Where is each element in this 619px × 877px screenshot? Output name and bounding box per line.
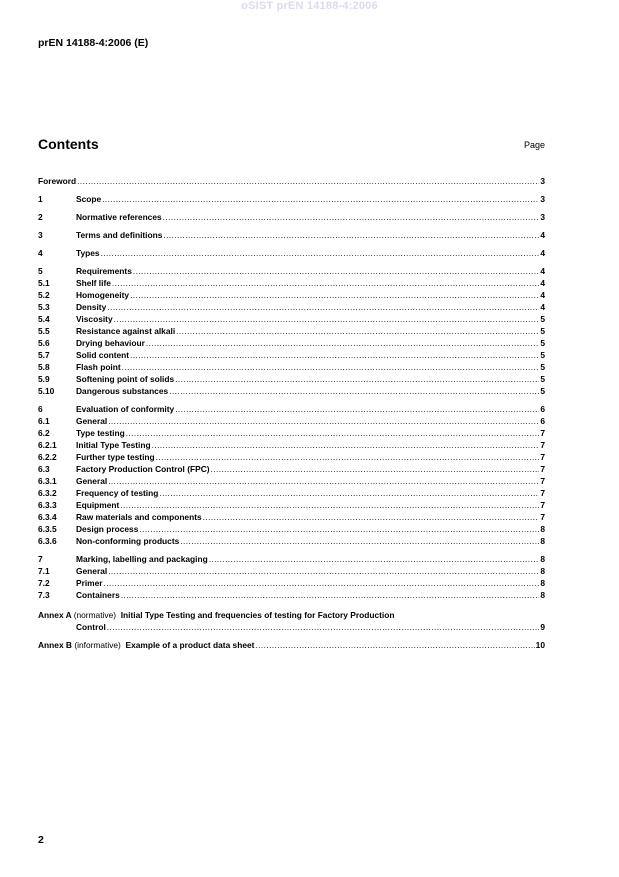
toc-entry-number: 6.3.6: [38, 536, 57, 546]
dot-leader: [121, 589, 540, 601]
annex-b-page: 10: [535, 640, 545, 650]
toc-entry-number: 5.5: [38, 326, 50, 336]
dot-leader: [146, 337, 539, 349]
toc-entry-title: Type testing: [76, 428, 125, 438]
toc-entry-page: 5: [540, 362, 545, 372]
dot-leader: [175, 403, 539, 415]
dot-leader: [101, 247, 540, 259]
toc-entry-page: 7: [540, 488, 545, 498]
toc-entry-page: 7: [540, 500, 545, 510]
annex-a-kind: (normative): [73, 610, 117, 620]
dot-leader: [209, 553, 540, 565]
toc-entry-page: 6: [540, 416, 545, 426]
toc-entry-number: 1: [38, 194, 43, 204]
toc-entry-page: 8: [540, 536, 545, 546]
toc-entry[interactable]: [38, 565, 545, 577]
toc-entry-number: 6.3.3: [38, 500, 57, 510]
toc-entry[interactable]: [38, 403, 545, 415]
toc-entry-title: General: [76, 416, 108, 426]
toc-entry-title: Design process: [76, 524, 139, 534]
dot-leader: [180, 535, 539, 547]
toc-entry[interactable]: [38, 577, 545, 589]
dot-leader: [114, 313, 540, 325]
dot-leader: [255, 639, 534, 651]
toc-entry-page: 4: [540, 302, 545, 312]
toc-entry[interactable]: [38, 337, 545, 349]
toc-entry-number: 6.3.5: [38, 524, 57, 534]
toc-entry-number: 4: [38, 248, 43, 258]
dot-leader: [112, 277, 539, 289]
toc-entry-title: General: [76, 566, 108, 576]
toc-entry-title: Evaluation of conformity: [76, 404, 175, 414]
toc-entry[interactable]: [38, 523, 545, 535]
dot-leader: [104, 577, 540, 589]
toc-entry-page: 5: [540, 386, 545, 396]
toc-entry-page: 6: [540, 404, 545, 414]
watermark: oSIST prEN 14188-4:2006: [241, 0, 378, 12]
dot-leader: [126, 427, 540, 439]
annex-a-title-line1: Initial Type Testing and frequencies of testing for Factory Production: [120, 610, 395, 620]
dot-leader: [163, 229, 539, 241]
toc-entry-page: 4: [540, 290, 545, 300]
toc-entry-title: Solid content: [76, 350, 130, 360]
toc-entry-page: 3: [540, 212, 545, 222]
dot-leader: [133, 265, 539, 277]
toc-entry-page: 5: [540, 326, 545, 336]
toc-entry-number: 5.4: [38, 314, 50, 324]
toc-entry-page: 4: [540, 230, 545, 240]
toc-entry-title: Requirements: [76, 266, 132, 276]
toc-entry-page: 7: [540, 452, 545, 462]
toc-entry-page: 8: [540, 554, 545, 564]
toc-entry[interactable]: [38, 463, 545, 475]
toc-entry[interactable]: [38, 349, 545, 361]
toc-entry-number: 5.6: [38, 338, 50, 348]
toc-entry[interactable]: [38, 553, 545, 565]
toc-entry-annex-b[interactable]: [38, 639, 545, 651]
toc-entry-page: 4: [540, 248, 545, 258]
dot-leader: [122, 361, 540, 373]
toc-entry-page: 4: [540, 266, 545, 276]
dot-leader: [108, 565, 539, 577]
toc-entry[interactable]: [38, 535, 545, 547]
toc-entry-title: Softening point of solids: [76, 374, 175, 384]
annex-a-title-line2: Control: [76, 622, 106, 632]
dot-leader: [211, 463, 540, 475]
toc-entry[interactable]: [38, 385, 545, 397]
toc-entry-number: 6: [38, 404, 43, 414]
dot-leader: [108, 475, 539, 487]
dot-leader: [107, 301, 539, 313]
toc-entry[interactable]: [38, 415, 545, 427]
toc-entry-page: 7: [540, 476, 545, 486]
toc-entry-title: Drying behaviour: [76, 338, 145, 348]
toc-entry-number: 5.10: [38, 386, 55, 396]
toc-entry[interactable]: [38, 229, 545, 241]
toc-entry-page: 7: [540, 440, 545, 450]
toc-entry[interactable]: [38, 211, 545, 223]
toc-entry-title: Primer: [76, 578, 103, 588]
toc-entry-title: Scope: [76, 194, 102, 204]
toc-entry[interactable]: [38, 511, 545, 523]
toc-entry-title: Shelf life: [76, 278, 111, 288]
toc-entry-title: Types: [76, 248, 100, 258]
toc-entry[interactable]: [38, 451, 545, 463]
toc-entry-number: 6.2: [38, 428, 50, 438]
toc-entry-page: 8: [540, 524, 545, 534]
toc-entry-number: 5.7: [38, 350, 50, 360]
dot-leader: [152, 439, 540, 451]
toc-entry-number: 6.3.2: [38, 488, 57, 498]
toc-entry-title: Marking, labelling and packaging: [76, 554, 208, 564]
dot-leader: [107, 621, 540, 633]
toc-entry[interactable]: [38, 439, 545, 451]
toc-entry-page: 7: [540, 464, 545, 474]
dot-leader: [203, 511, 540, 523]
toc-entry[interactable]: [38, 175, 545, 187]
toc-entry[interactable]: [38, 487, 545, 499]
toc-entry[interactable]: [38, 265, 545, 277]
annex-a-page: 9: [540, 622, 545, 632]
toc-entry-title: Dangerous substances: [76, 386, 169, 396]
toc-entry-number: 6.2.1: [38, 440, 57, 450]
toc-entry-number: 6.3.1: [38, 476, 57, 486]
annex-b-kind: (informative): [74, 640, 121, 650]
toc-entry-number: 6.3.4: [38, 512, 57, 522]
toc-entry-page: 3: [540, 176, 545, 186]
toc-entry-page: 5: [540, 338, 545, 348]
toc-entry-title: Non-conforming products: [76, 536, 180, 546]
dot-leader: [156, 451, 540, 463]
toc-entry[interactable]: [38, 373, 545, 385]
toc-entry[interactable]: [38, 589, 545, 601]
toc-entry[interactable]: [38, 325, 545, 337]
toc-entry-number: 2: [38, 212, 43, 222]
toc-entry-number: 5.1: [38, 278, 50, 288]
toc-entry[interactable]: [38, 289, 545, 301]
toc-entry-title: Containers: [76, 590, 120, 600]
toc-entry-number: 7.3: [38, 590, 50, 600]
toc-entry-title: Viscosity: [76, 314, 113, 324]
toc-entry-number: 5.9: [38, 374, 50, 384]
toc-entry-number: 5.2: [38, 290, 50, 300]
dot-leader: [130, 289, 539, 301]
toc-entry-number: 7.2: [38, 578, 50, 588]
toc-entry[interactable]: [38, 313, 545, 325]
page-number: 2: [38, 834, 44, 846]
toc-entry-title: Equipment: [76, 500, 120, 510]
toc-entry-number: 7.1: [38, 566, 50, 576]
toc-entry-page: 4: [540, 278, 545, 288]
dot-leader: [163, 211, 540, 223]
toc-entry-number: 6.1: [38, 416, 50, 426]
toc-entry-title: Normative references: [76, 212, 162, 222]
document-id: prEN 14188-4:2006 (E): [38, 37, 149, 49]
toc-entry[interactable]: [38, 301, 545, 313]
toc-entry-number: 5.3: [38, 302, 50, 312]
dot-leader: [102, 193, 539, 205]
toc-entry-number: 3: [38, 230, 43, 240]
toc-entry-number: 7: [38, 554, 43, 564]
toc-entry-title: Foreword: [38, 176, 77, 186]
toc-entries: [38, 175, 545, 601]
contents-title: Contents: [38, 136, 99, 152]
toc-entry-annex-a-line1[interactable]: [38, 609, 545, 621]
toc-entry-number: 5.8: [38, 362, 50, 372]
dot-leader: [108, 415, 539, 427]
toc-entry[interactable]: [38, 193, 545, 205]
toc-entry-page: 5: [540, 314, 545, 324]
toc-entry-title: General: [76, 476, 108, 486]
toc-entry-page: 3: [540, 194, 545, 204]
dot-leader: [176, 325, 539, 337]
toc-entry-title: Factory Production Control (FPC): [76, 464, 210, 474]
toc-entry-title: Raw materials and components: [76, 512, 202, 522]
toc-entry-page: 8: [540, 578, 545, 588]
toc-entry-number: 5: [38, 266, 43, 276]
toc-entry-title: Flash point: [76, 362, 121, 372]
toc-entry-page: 8: [540, 566, 545, 576]
toc-entry-page: 5: [540, 350, 545, 360]
toc-entry-annex-a-line2[interactable]: [38, 621, 545, 633]
dot-leader: [139, 523, 539, 535]
toc-entry-title: Frequency of testing: [76, 488, 159, 498]
toc-entry-title: Terms and definitions: [76, 230, 163, 240]
toc-entry-number: 6.3: [38, 464, 50, 474]
table-of-contents: [38, 175, 545, 651]
toc-entry[interactable]: [38, 475, 545, 487]
toc-entry-page: 5: [540, 374, 545, 384]
toc-entry-title: Density: [76, 302, 107, 312]
annex-b-label: Annex B: [38, 640, 72, 650]
toc-entry-number: 6.2.2: [38, 452, 57, 462]
dot-leader: [175, 373, 539, 385]
annex-a-label: Annex A: [38, 610, 72, 620]
toc-entry[interactable]: [38, 499, 545, 511]
dot-leader: [120, 499, 539, 511]
dot-leader: [130, 349, 539, 361]
toc-entry-title: Homogeneity: [76, 290, 130, 300]
page-column-label: Page: [523, 140, 545, 150]
toc-entry-page: 7: [540, 512, 545, 522]
toc-entry[interactable]: [38, 247, 545, 259]
toc-entry-page: 8: [540, 590, 545, 600]
toc-entry-title: Resistance against alkali: [76, 326, 176, 336]
toc-entry-title: Further type testing: [76, 452, 155, 462]
toc-entry-title: Initial Type Testing: [76, 440, 151, 450]
toc-entry[interactable]: [38, 277, 545, 289]
annex-b-title: Example of a product data sheet: [125, 640, 255, 650]
dot-leader: [159, 487, 539, 499]
dot-leader: [169, 385, 539, 397]
toc-entry-page: 7: [540, 428, 545, 438]
toc-entry[interactable]: [38, 427, 545, 439]
dot-leader: [77, 175, 539, 187]
toc-entry[interactable]: [38, 361, 545, 373]
